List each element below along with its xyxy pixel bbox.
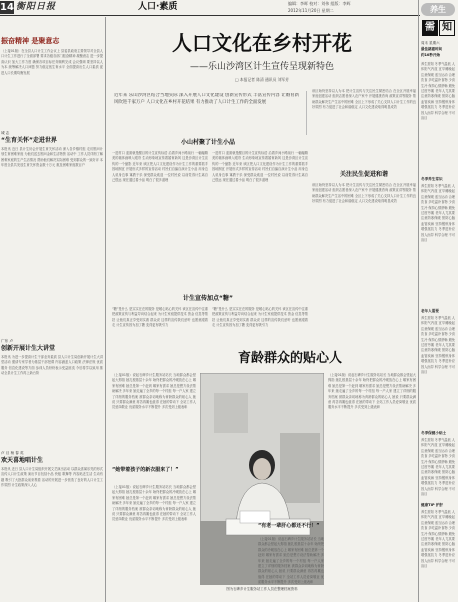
lead-divider bbox=[306, 91, 307, 135]
right-top-text: 该区始终坚持以人为本 把计生宣传与关注民生紧密结合 在全区开展幸福家庭创建活动 组织志愿者深入农户家中 开展健康咨询 政策宣讲等服务 帮助群众解决生产生活中的困难 全区上下形成了关心支持人口计生工作的良好氛围 有力促进了社会和谐稳定 人口文化建设取得明显成效 bbox=[312, 89, 416, 110]
left-kicker-2: 城 志 bbox=[1, 131, 10, 135]
left-title-1: 振奋精神 是聚意志 bbox=[1, 37, 60, 45]
side-text-3: 养生需知 冬季气温低 人体阳气内敛 宜早睡晚起 注意保暖 适当运动 合理饮食 多吃温补食物 少食生冷 保持心情舒畅 避免过度劳累 老年人尤其要注意防寒保暖 预防心脑血管疾病 坚持锻炼身体 增强抵抗力 冬季进补应因人而异 科学合理 不可盲目 bbox=[421, 316, 455, 375]
bottom-left-text-2: （上接01版）说起石碑乡计生服务站站长 当地群众都会竖起大拇指 她扎根基层十余年 始终把群众的冷暖放在心上 哪家有困难 她总是第一个赶到 哪家有需求 她总是想方设法帮助解决 多年来 她走遍了全乡的每一个村组 每一户人家 建立了详细的服务档案 被群众亲切地称为育龄群众的贴心人 她说 只要群众满意 再苦再累也值得 在她的带动下 全站工作人员爱岗敬业 优质服务水平不断提升 多次受到上级表彰 bbox=[112, 485, 196, 522]
bottom-mid-text-1: （上接01版）说起石碑乡计生服务站站长 当地群众都会竖起大拇指 她扎根基层十余年 始终把群众的冷暖放在心上 哪家有困难 她总是第一个赶到 哪家有需求 她总是想方设法帮助解决 多年来 她走遍了全乡的每一个村组 每一户人家 建立了详细的服务档案 被群众亲切地称为育龄群众的贴心人 她说 只要群众满意 再苦再累也值得 在她的带动下 全站工作人员爱岗敬业 优质服务水平不断提升 多次受到上级表彰 bbox=[328, 373, 416, 410]
side-column bbox=[418, 0, 458, 602]
quote-1: “她带着孩子的新衣服来了！” bbox=[112, 467, 179, 473]
left-text-2: 本报讯 近日 县计生协会开展生育关怀活动 深入各乡镇村组 走访慰问计划生育困难家庭 为他们送去慰问金和生活物资 活动中 工作人员详细了解困难家庭的生产生活情况 帮助他们解决实际困难 受到群众的一致好评 本年度全县共发放生育关怀资金数十万元 惠及困难家庭数百户 bbox=[1, 147, 103, 168]
side-column-rule bbox=[418, 0, 419, 602]
left-kicker-4: 卢 旦 杨 春 英 bbox=[1, 451, 24, 455]
side-head-1: 冬季养生常识 bbox=[421, 177, 443, 181]
main-lead: 近年来 乐山沙湾区结合当地实际 深入开展人口文化建设 创新宣传形式 丰富宣传内容 让婚育新风吹进千家万户 人口文化在乡村开花结果 有力推动了人口计生工作的全面发展 bbox=[114, 93, 299, 105]
photo-headline: 育龄群众的贴心人 bbox=[238, 351, 343, 366]
side-text-5: 养生需知 冬季气温低 人体阳气内敛 宜早睡晚起 注意保暖 适当运动 合理饮食 多吃温补食物 少食生冷 保持心情舒畅 避免过度劳累 老年人尤其要注意防寒保暖 预防心脑血管疾病 坚持锻炼身体 增强抵抗力 冬季进补应因人而异 科学合理 不可盲目 bbox=[421, 510, 455, 569]
left-title-2: “生育关怀”走进世界 bbox=[1, 137, 57, 144]
side-text-4: 养生需知 冬季气温低 人体阳气内敛 宜早睡晚起 注意保暖 适当运动 合理饮食 多吃温补食物 少食生冷 保持心情舒畅 避免过度劳累 老年人尤其要注意防寒保暖 预防心脑血管疾病 坚持锻炼身体 增强抵抗力 冬季进补应因人而异 科学合理 不可盲目 bbox=[421, 438, 455, 497]
text-2b: “糖”是什么 是实实在在的服务 是暖心贴心的关怀 该区在宣传中注重把政策宣传与利益导向结合起来 为计生家庭提供技术 资金 信息等帮扶 让他们真正享受到实惠 群众说 这样的宣传我们爱听 也愿意跟着走 计生宣传因为加了糖 变得更有吸引力 bbox=[212, 307, 308, 328]
side-head-3: 冬季保健小贴士 bbox=[421, 431, 447, 435]
masthead-rule bbox=[0, 15, 420, 16]
left-kicker-3: 广东 卢 bbox=[1, 339, 13, 343]
main-article bbox=[108, 17, 416, 602]
side-note-1: 周末 星期六 bbox=[421, 41, 440, 45]
health-pill: 养生 bbox=[421, 3, 455, 16]
left-title-3: 创新开展计生大讲堂 bbox=[1, 345, 56, 352]
left-column bbox=[0, 17, 104, 602]
photo-caption: 图为石碑乡计生服务站工作人员在整理档案资料 bbox=[226, 587, 298, 591]
left-column-rule bbox=[105, 17, 106, 602]
side-note-2: 最佳就寝时间 bbox=[421, 47, 442, 51]
side-note-3: 约10秒开始 bbox=[421, 53, 440, 57]
main-subtitle: ——乐山沙湾区计生宣传呈现新特色 bbox=[189, 62, 334, 72]
text-2a: “糖”是什么 是实实在在的服务 是暖心贴心的关怀 该区在宣传中注重把政策宣传与利益导向结合起来 为计生家庭提供技术 资金 信息等帮扶 让他们真正享受到实惠 群众说 这样的宣传我们爱听 也愿意跟着走 计生宣传因为加了糖 变得更有吸引力 bbox=[112, 307, 208, 328]
text-3: 该区始终坚持以人为本 把计生宣传与关注民生紧密结合 在全区开展幸福家庭创建活动 组织志愿者深入农户家中 开展健康咨询 政策宣讲等服务 帮助群众解决生产生活中的困难 全区上下形成了关心支持人口计生工作的良好氛围 有力促进了社会和谐稳定 人口文化建设取得明显成效 bbox=[312, 183, 416, 204]
subhead-1: 小山村聚了计生小品 bbox=[180, 139, 235, 146]
left-text-1: （上接01版）在全县人口计生工作会议上 县委县政府主要领导对全县人口计生工作进行了全面部署 要求各级各部门振奋精神 凝聚意志 进一步提高认识 加大工作力度 确保各项目标任务顺利完成 会议强调 要坚持以人为本 统筹解决人口问题 努力稳定低生育水平 全面提高出生人口素质 促进人口长期均衡发展 bbox=[1, 49, 103, 75]
bottom-center-text: （上接01版）说起石碑乡计生服务站站长 当地群众都会竖起大拇指 她扎根基层十余年 始终把群众的冷暖放在心上 哪家有困难 她总是第一个赶到 哪家有需求 她总是想方设法帮助解决 多年来 她走遍了全乡的每一个村组 每一户人家 建立了详细的服务档案 被群众亲切地称为育龄群众的贴心人 她说 只要群众满意 再苦再累也值得 在她的带动下 全站工作人员爱岗敬业 优质服务水平不断提升 多次受到上级表彰 bbox=[258, 537, 324, 585]
side-text-1: 养生需知 冬季气温低 人体阳气内敛 宜早睡晚起 注意保暖 适当运动 合理饮食 多吃温补食物 少食生冷 保持心情舒畅 避免过度劳累 老年人尤其要注意防寒保暖 预防心脑血管疾病 坚持锻炼身体 增强抵抗力 冬季进补应因人而异 科学合理 不可盲目 bbox=[421, 62, 455, 121]
side-text-2: 养生需知 冬季气温低 人体阳气内敛 宜早睡晚起 注意保暖 适当运动 合理饮食 多吃温补食物 少食生冷 保持心情舒畅 避免过度劳累 老年人尤其要注意防寒保暖 预防心脑血管疾病 坚持锻炼身体 增强抵抗力 冬季进补应因人而异 科学合理 不可盲目 bbox=[421, 184, 455, 243]
quote-2: “有老一辈肝心都还不行！” bbox=[258, 523, 320, 529]
main-title: 人口文化在乡村开花 bbox=[172, 31, 352, 55]
side-head-2: 老年人需要 bbox=[421, 309, 439, 313]
left-title-4: 欢天喜地唱计生 bbox=[1, 457, 44, 464]
side-head-4: 健康TIP 护肝 bbox=[421, 503, 444, 507]
subhead-2: 计生宣传加点“糖” bbox=[183, 295, 233, 302]
header-date: 2012年11月20日 星期二 bbox=[288, 8, 334, 13]
health-box-2: 知 bbox=[439, 20, 455, 36]
left-text-4: 本报讯 近日 县人口计生局组织开展文艺演出活动 以群众喜闻乐见的形式宣传人口计生政策 演出节目包括小品 快板 歌舞等 内容贴近生活 生动有趣 吸引了大批群众前来观看 活动的开展进一步营造了良好的人口计生工作氛围 计生政策深入人心 bbox=[1, 467, 103, 488]
subhead-3: 关注民生促进和谐 bbox=[339, 171, 388, 178]
section-title: 人口·素质 bbox=[138, 2, 178, 12]
left-text-3: 本报讯 为进一步提高计生干部业务素质 县人口计生局创新开展计生大讲堂活动 邀请专家学者为基层干部授课 内容涵盖人口政策 法律法规 优质服务 信息化建设等方面 参训人员纷纷表示受益匪浅 今后将学以致用 推动全县计生工作再上新台阶 bbox=[1, 355, 103, 376]
health-box-1: 需 bbox=[422, 20, 438, 36]
page-number-badge: 14 bbox=[0, 2, 14, 13]
bottom-left-text-1: （上接01版）说起石碑乡计生服务站站长 当地群众都会竖起大拇指 她扎根基层十余年 始终把群众的冷暖放在心上 哪家有困难 她总是第一个赶到 哪家有需求 她总是想方设法帮助解决 多年来 她走遍了全乡的每一个村组 每一户人家 建立了详细的服务档案 被群众亲切地称为育龄群众的贴心人 她说 只要群众满意 再苦再累也值得 在她的带动下 全站工作人员爱岗敬业 优质服务水平不断提升 多次受到上级表彰 bbox=[112, 373, 196, 410]
text-1a: 一进村口 迎面就是醒目的计生宣传标语 沿着乡间小路前行 一幅幅精美的墙体画映入眼帘 生动形象地宣传着婚育新风 这是沙湾区计生宣传的一个缩影 近年来 该区把人口文化建设作为计生工作的重要抓手 因地制宜 开展形式多样的宣传活动 村民们自编自演计生小品 用身边人说身边事 寓教于乐 深受群众欢迎 一位村民说 以前觉得计生离自己很远 现在通过看小品 明白了很多道理 bbox=[112, 151, 208, 183]
header-info: 编辑：李晖 校对：刘伟 组版：李辉 bbox=[288, 1, 351, 6]
text-1b: 一进村口 迎面就是醒目的计生宣传标语 沿着乡间小路前行 一幅幅精美的墙体画映入眼帘 生动形象地宣传着婚育新风 这是沙湾区计生宣传的一个缩影 近年来 该区把人口文化建设作为计生工作的重要抓手 因地制宜 开展形式多样的宣传活动 村民们自编自演计生小品 用身边人说身边事 寓教于乐 深受群众欢迎 一位村民说 以前觉得计生离自己很远 现在通过看小品 明白了很多道理 bbox=[212, 151, 308, 183]
main-byline: □ 本报记者 陈清 通讯员 刘军芳 bbox=[235, 77, 289, 82]
masthead bbox=[0, 0, 458, 17]
paper-name: 衡阳日报 bbox=[16, 2, 57, 12]
